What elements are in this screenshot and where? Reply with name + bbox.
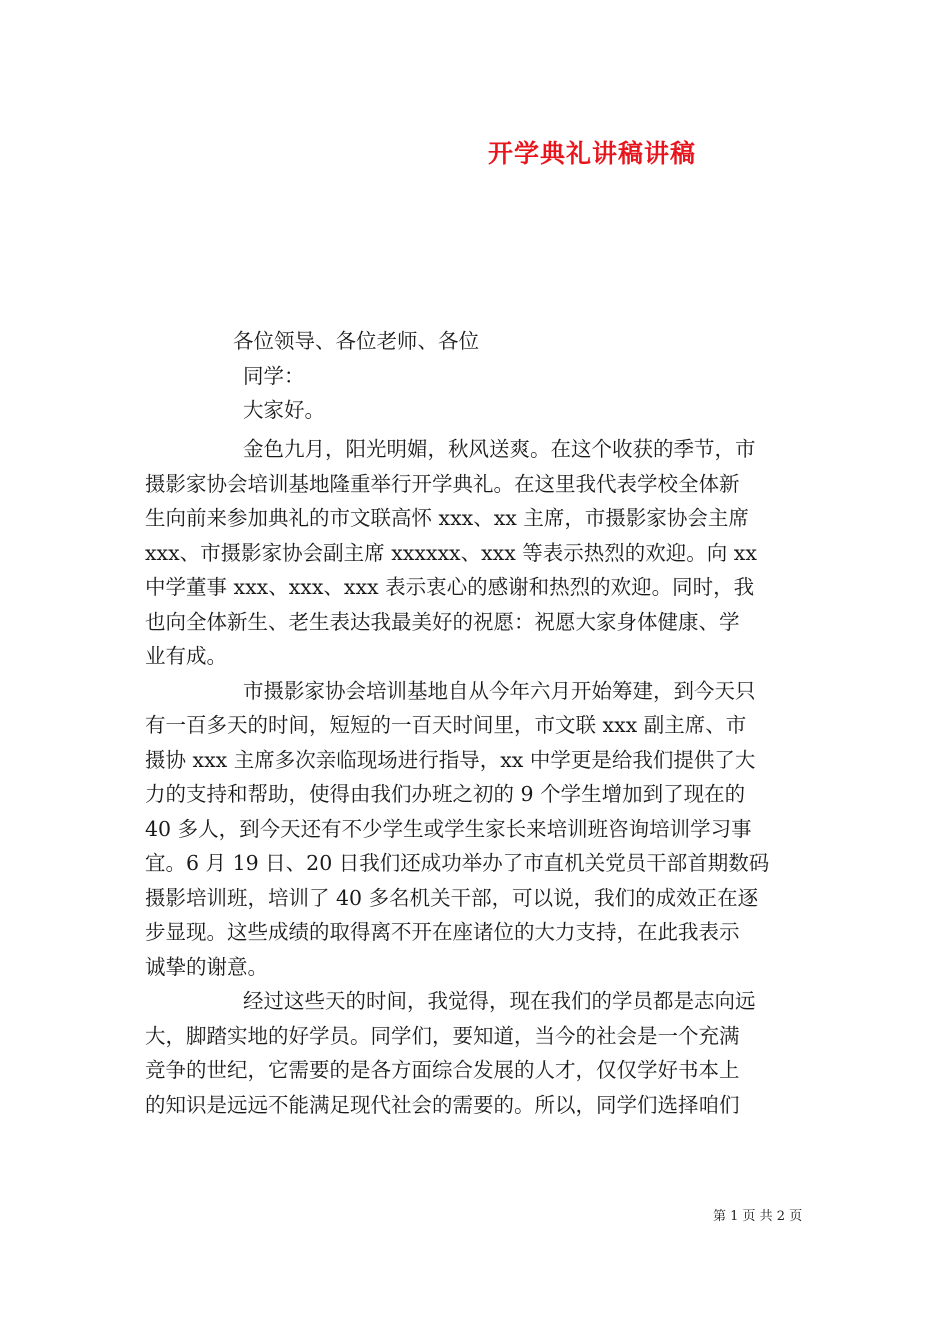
greeting-line: 大家好。 xyxy=(243,398,325,422)
paragraph-line: 竞争的世纪，它需要的是各方面综合发展的人才，仅仅学好书本上 xyxy=(145,1058,740,1082)
salutation-block xyxy=(145,324,810,428)
paragraph-line: 40 多人，到今天还有不少学生或学生家长来培训班咨询培训学习事 xyxy=(145,816,752,841)
paragraph-line: 宜。6 月 19 日、20 日我们还成功举办了市直机关党员干部首期数码 xyxy=(145,851,770,875)
paragraph-line: 中学董事 xxx、xxx、xxx 表示衷心的感谢和热烈的欢迎。同时，我 xyxy=(145,575,755,599)
paragraph-first-line: 市摄影家协会培训基地自从今年六月开始筹建，到今天只 xyxy=(243,678,756,703)
speech-body xyxy=(145,432,810,1122)
salutation-line: 各位领导、各位老师、各位 xyxy=(233,329,479,353)
paragraph-line: 也向全体新生、老生表达我最美好的祝愿：祝愿大家身体健康、学 xyxy=(145,609,740,634)
paragraph-line: 业有成。 xyxy=(145,644,227,668)
salutation-line: 同学： xyxy=(243,363,305,388)
paragraph-line: 大，脚踏实地的好学员。同学们，要知道，当今的社会是一个充满 xyxy=(145,1023,740,1048)
paragraph-line: 力的支持和帮助，使得由我们办班之初的 9 个学生增加到了现在的 xyxy=(145,782,746,806)
paragraph-line: 摄协 xxx 主席多次亲临现场进行指导，xx 中学更是给我们提供了大 xyxy=(145,747,756,772)
paragraph-first-line: 经过这些天的时间，我觉得，现在我们的学员都是志向远 xyxy=(243,989,756,1013)
paragraph-line: xxx、市摄影家协会副主席 xxxxxx、xxx 等表示热烈的欢迎。向 xx xyxy=(145,540,757,565)
paragraph-line: 摄影培训班，培训了 40 多名机关干部，可以说，我们的成效正在逐 xyxy=(145,885,759,910)
document-title: 开学典礼讲稿讲稿 xyxy=(488,139,697,168)
paragraph-first-line: 金色九月，阳光明媚，秋风送爽。在这个收获的季节，市 xyxy=(243,437,756,461)
paragraph-line: 的知识是远远不能满足现代社会的需要的。所以，同学们选择咱们 xyxy=(145,1092,740,1117)
paragraph-line: 有一百多天的时间，短短的一百天时间里，市文联 xxx 副主席、市 xyxy=(145,713,747,737)
paragraph-line: 诚挚的谢意。 xyxy=(145,954,268,979)
paragraph-line: 生向前来参加典礼的市文联高怀 xxx、xx 主席，市摄影家协会主席 xyxy=(145,506,749,530)
page-number: 第 1 页 共 2 页 xyxy=(713,1209,803,1224)
paragraph-line: 摄影家协会培训基地隆重举行开学典礼。在这里我代表学校全体新 xyxy=(145,471,740,496)
paragraph-line: 步显现。这些成绩的取得离不开在座诸位的大力支持，在此我表示 xyxy=(145,920,740,944)
